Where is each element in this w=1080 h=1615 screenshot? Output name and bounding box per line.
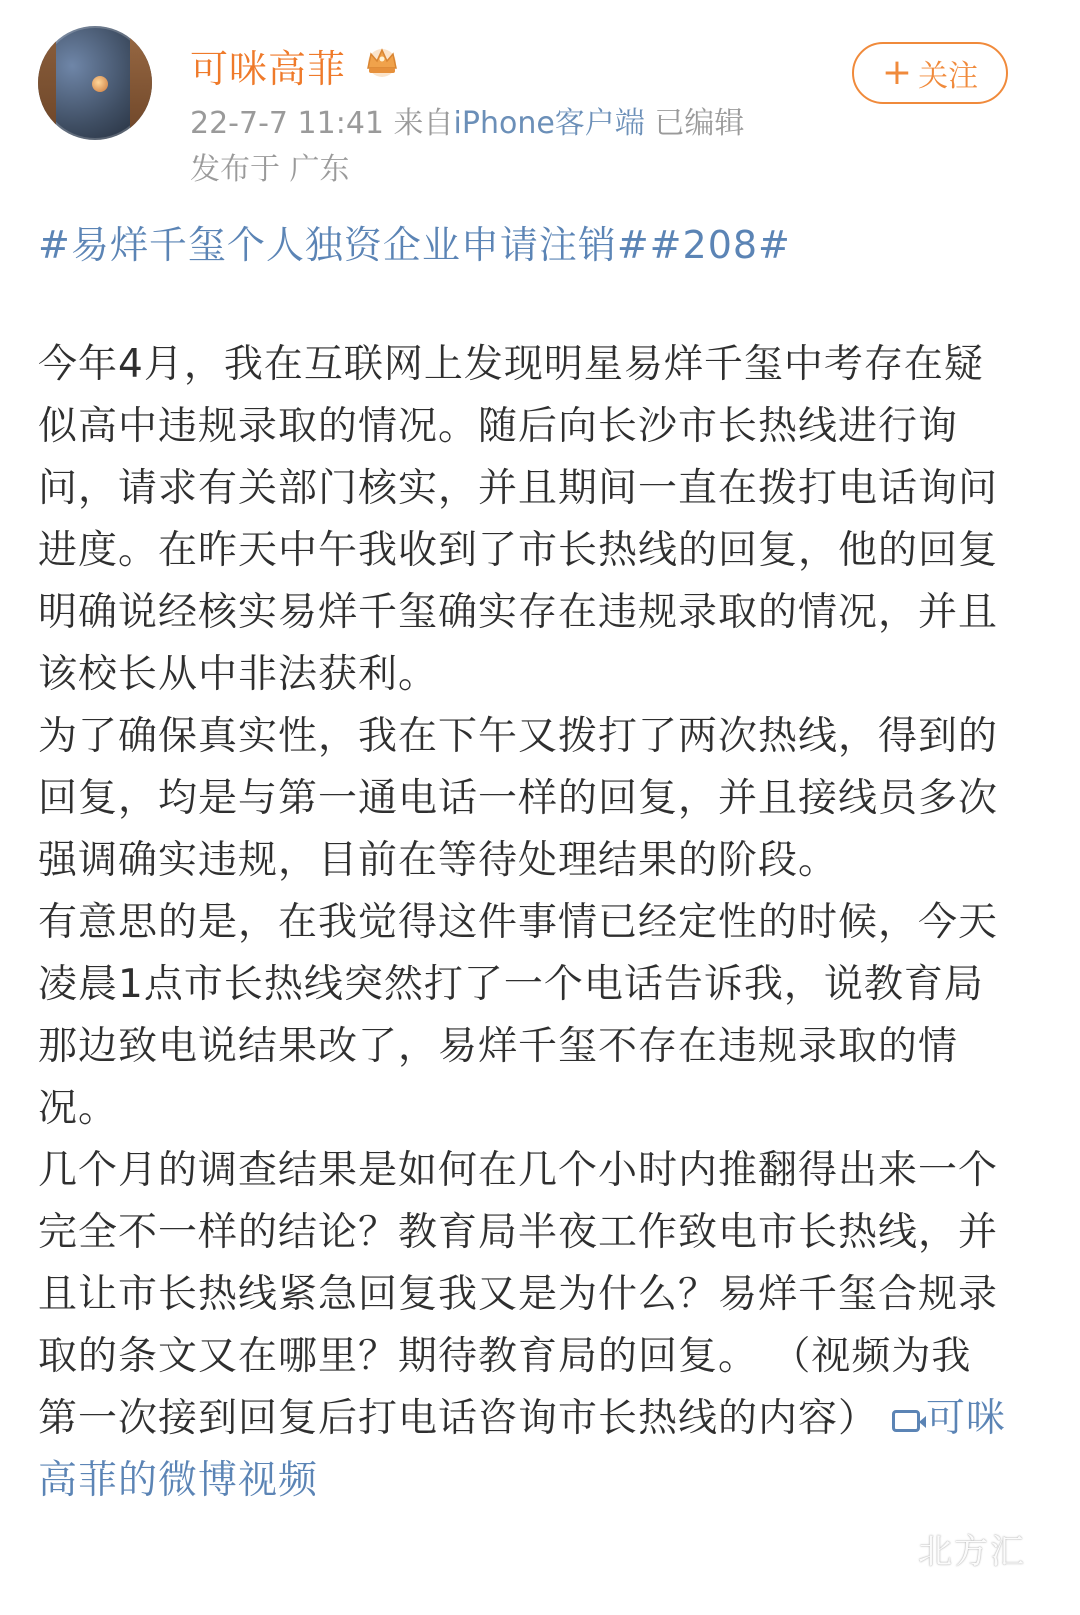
follow-button[interactable] xyxy=(852,42,1008,104)
post-paragraph: 几个月的调查结果是如何在几个小时内推翻得出来一个完全不一样的结论？教育局半夜工作致电市长热线，并且让市长热线紧急回复我又是为什么？易烊千玺合规录取的条文又在哪里？期待教育局的回复。 （视频为我第一次接到回复后打电话咨询市长热线的内容） xyxy=(38,1148,999,1441)
avatar-image-detail xyxy=(130,26,152,140)
video-link[interactable]: 可咪高菲的微博视频 xyxy=(38,1396,1007,1503)
post-paragraph: 有意思的是，在我觉得这件事情已经定性的时候，今天凌晨1点市长热线突然打了一个电话告诉我，说教育局那边致电说结果改了，易烊千玺不存在违规录取的情况。 xyxy=(38,900,999,1131)
post-paragraph: 为了确保真实性，我在下午又拨打了两次热线，得到的回复，均是与第一通电话一样的回复，并且接线员多次强调确实违规，目前在等待处理结果的阶段。 xyxy=(38,714,999,883)
crown-icon xyxy=(363,44,401,78)
source-link[interactable]: iPhone客户端 xyxy=(453,106,645,141)
source-prefix: 来自 xyxy=(393,106,454,141)
video-icon xyxy=(892,1410,920,1432)
follow-label: 关注 xyxy=(918,59,979,94)
avatar-image-detail xyxy=(38,26,56,140)
edited-label: 已编辑 xyxy=(654,106,745,141)
location-label: 发布于 广东 xyxy=(190,152,350,187)
post-paragraph-with-link xyxy=(38,1140,1008,1512)
post-paragraph: 今年4月，我在互联网上发现明星易烊千玺中考存在疑似高中违规录取的情况。随后向长沙市长热线进行询问，请求有关部门核实，并且期间一直在拨打电话询问进度。在昨天中午我收到了市长热线的回复，他的回复明确说经核实易烊千玺确实存在违规录取的情况，并且该校长从中非法获利。 xyxy=(38,342,999,697)
post-body xyxy=(38,334,1008,1512)
post-header xyxy=(0,0,1080,200)
avatar-image-detail xyxy=(92,76,108,92)
post-meta xyxy=(190,98,744,142)
plus-icon: + xyxy=(881,52,913,93)
username[interactable]: 可咪高菲 xyxy=(190,47,347,91)
watermark: 北方汇 xyxy=(918,1532,1026,1572)
timestamp: 22-7-7 11:41 xyxy=(190,106,384,141)
avatar[interactable] xyxy=(38,26,152,140)
topic-hashtags[interactable]: #易烊千玺个人独资企业申请注销##208# xyxy=(38,223,791,267)
